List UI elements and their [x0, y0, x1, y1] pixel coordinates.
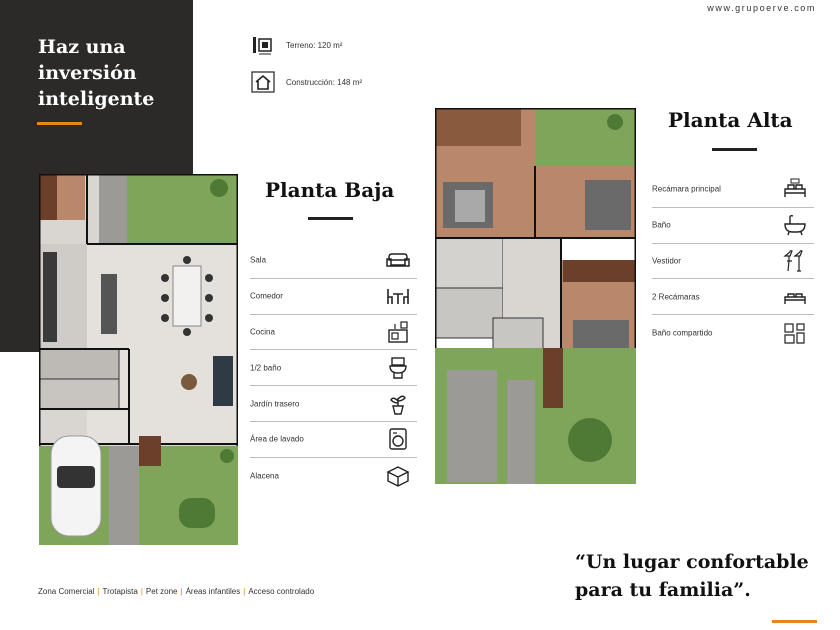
toilet-icon — [385, 356, 411, 380]
list-item — [652, 315, 814, 351]
list-item — [250, 350, 417, 386]
pantry-box-icon — [385, 464, 411, 488]
upper-floor-plan — [435, 108, 636, 484]
lot-size-icon — [250, 33, 276, 57]
planta-alta-list — [652, 172, 814, 351]
list-item — [250, 458, 417, 494]
plant-icon — [385, 392, 411, 416]
hero-title — [38, 34, 188, 112]
list-item-label: Jardín trasero — [250, 399, 300, 409]
bathtub-icon — [782, 213, 808, 237]
amenity-separator: | — [243, 587, 246, 596]
list-item — [250, 386, 417, 422]
sofa-icon — [385, 248, 411, 272]
amenity-pet-zone: Pet zone — [145, 587, 178, 596]
list-item-label: Baño compartido — [652, 328, 713, 338]
master-bed-icon — [782, 177, 808, 201]
washing-machine-icon — [385, 427, 411, 451]
amenity-trotapista: Trotapista — [102, 587, 138, 596]
list-item-label: Recámara principal — [652, 184, 721, 194]
ground-floor-plan — [39, 174, 238, 545]
amenities-bar — [38, 587, 314, 596]
list-item — [250, 315, 417, 351]
amenity-zona-comercial: Zona Comercial — [38, 587, 95, 596]
hero-title-line-2: inversión — [38, 62, 137, 84]
list-item — [250, 422, 417, 458]
list-item-label: Cocina — [250, 327, 275, 337]
hero-title-line-1: Haz una — [38, 36, 126, 58]
shared-bath-icon — [782, 321, 808, 345]
footer-accent-bar — [772, 620, 817, 623]
planta-baja-title-bar — [308, 217, 353, 220]
list-item — [652, 279, 814, 315]
tagline-line-2: para tu familia”. — [575, 579, 751, 601]
spec-terreno — [250, 33, 342, 57]
list-item-label: 2 Recámaras — [652, 292, 700, 302]
house-icon — [250, 70, 276, 94]
planta-alta-title: Planta Alta — [668, 108, 793, 132]
closet-icon — [782, 249, 808, 273]
spec-terreno-label: Terreno: 120 m² — [286, 40, 343, 50]
hero-accent-bar — [37, 122, 82, 125]
amenity-separator: | — [140, 587, 143, 596]
planta-baja-title: Planta Baja — [265, 178, 395, 202]
bed-icon — [782, 285, 808, 309]
tagline-quote — [575, 548, 809, 604]
amenity-separator: | — [97, 587, 100, 596]
amenity-areas-infantiles: Áreas infantiles — [185, 587, 241, 596]
spec-construccion-label: Construcción: 148 m² — [286, 77, 363, 87]
list-item-label: Vestidor — [652, 256, 681, 266]
list-item — [652, 208, 814, 244]
amenity-acceso-controlado: Acceso controlado — [248, 587, 315, 596]
list-item-label: Comedor — [250, 291, 283, 301]
tagline-line-1: “Un lugar confortable — [575, 551, 809, 573]
list-item-label: Sala — [250, 255, 267, 265]
list-item — [652, 244, 814, 280]
list-item — [250, 243, 417, 279]
list-item — [652, 172, 814, 208]
list-item-label: Área de lavado — [250, 434, 304, 444]
hero-title-line-3: inteligente — [38, 88, 155, 110]
list-item-label: Baño — [652, 220, 671, 230]
website-link[interactable]: www.grupoerve.com — [707, 3, 816, 13]
kitchen-icon — [385, 320, 411, 344]
list-item-label: 1/2 baño — [250, 363, 282, 373]
list-item — [250, 279, 417, 315]
planta-alta-title-bar — [712, 148, 757, 151]
amenity-separator: | — [180, 587, 183, 596]
planta-baja-list — [250, 243, 417, 494]
dining-table-icon — [385, 284, 411, 308]
list-item-label: Alacena — [250, 471, 279, 481]
spec-construccion — [250, 70, 362, 94]
